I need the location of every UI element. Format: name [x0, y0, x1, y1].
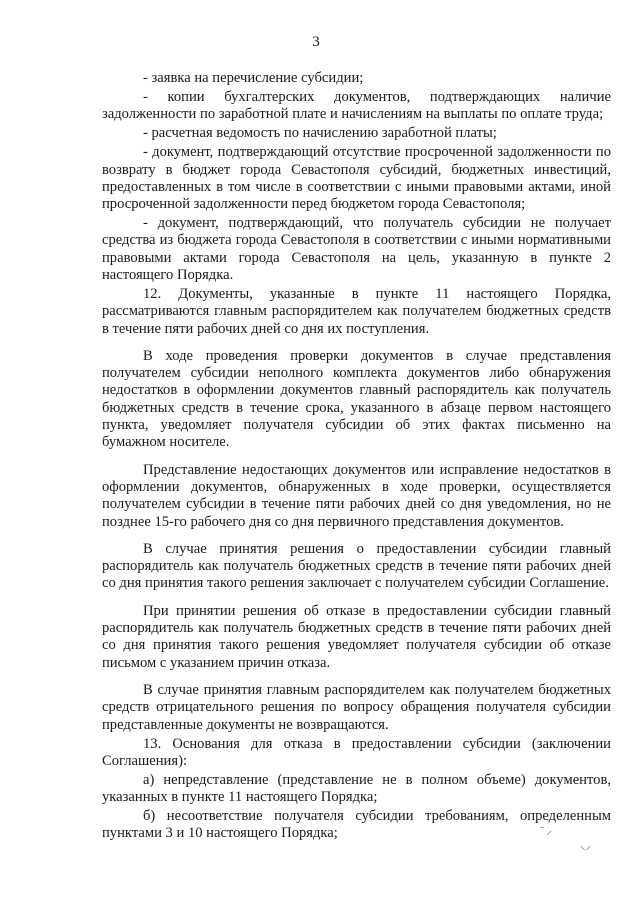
paragraph-list-item: - заявка на перечисление субсидии; — [143, 70, 364, 86]
paragraph-list-item: - расчетная ведомость по начислению заработной платы; — [143, 125, 497, 142]
paragraph-list-item: - копии бухгалтерских документов, подтверждающих наличие задолженности по заработной плате и начислениям на выплаты по оплате труда; — [102, 88, 611, 123]
page-number: 3 — [312, 34, 320, 50]
paragraph: В ходе проведения проверки документов в случае представления получателем субсидии неполного комплекта документов либо обнаружения недостатков в оформлении документов главный распорядитель как получатель бюджетных средств в течение срока, указанного в абзаце первом настоящего пункта, уведомляет получателя субсидии об этих фактах письменно на бумажном носителе. — [102, 347, 611, 451]
paragraph-list-item: - документ, подтверждающий отсутствие просроченной задолженности по возврату в бюджет города Севастополя субсидий, бюджетных инвестиций, предоставленных в том числе в соответствии с иными правовыми актами, иной просроченной задолженности перед бюджетом города Севастополя; — [102, 144, 611, 213]
scan-artifact-mark: ˜ ⸝ — [540, 825, 552, 837]
paragraph: В случае принятия главным распорядителем как получателем бюджетных средств отрицательного решения по вопросу обращения получателя субсидии представленные документы не возвращаются. — [102, 681, 611, 733]
document-body — [102, 70, 611, 844]
paragraph: Представление недостающих документов или исправление недостатков в оформлении документов, обнаруженных в ходе проверки, осуществляется получателем субсидии в течение пяти рабочих дней со дня уведомления, но не позднее 15-го рабочего дня со дня первичного представления документов. — [102, 461, 611, 530]
paragraph-subclause-b: б) несоответствие получателя субсидии требованиям, определенным пунктами 3 и 10 настоящего Порядка; — [102, 808, 611, 842]
paragraph-clause-13: 13. Основания для отказа в предоставлении субсидии (заключении Соглашения): — [102, 735, 611, 769]
paragraph-clause-12: 12. Документы, указанные в пункте 11 настоящего Порядка, рассматриваются главным распорядителем как получателем бюджетных средств в течение пяти рабочих дней со дня их поступления. — [102, 286, 611, 337]
scan-artifact-mark: ⸌⸍ — [580, 845, 591, 857]
paragraph: В случае принятия решения о предоставлении субсидии главный распорядитель как получатель бюджетных средств в течение пяти рабочих дней со дня принятия такого решения заключает с получателем субсидии Соглашение. — [102, 540, 611, 592]
paragraph-list-item: - документ, подтверждающий, что получатель субсидии не получает средства из бюджета города Севастополя в соответствии с иными нормативными правовыми актами города Севастополя на цель, указанную в пункте 2 настоящего Порядка. — [102, 215, 611, 284]
paragraph-subclause-a: а) непредставление (представление не в полном объеме) документов, указанных в пункте 11 настоящего Порядка; — [102, 771, 611, 806]
paragraph: При принятии решения об отказе в предоставлении субсидии главный распорядитель как получатель бюджетных средств в течение пяти рабочих дней со дня принятия такого решения уведомляет получателя субсидии об отказе письмом с указанием причин отказа. — [102, 602, 611, 671]
